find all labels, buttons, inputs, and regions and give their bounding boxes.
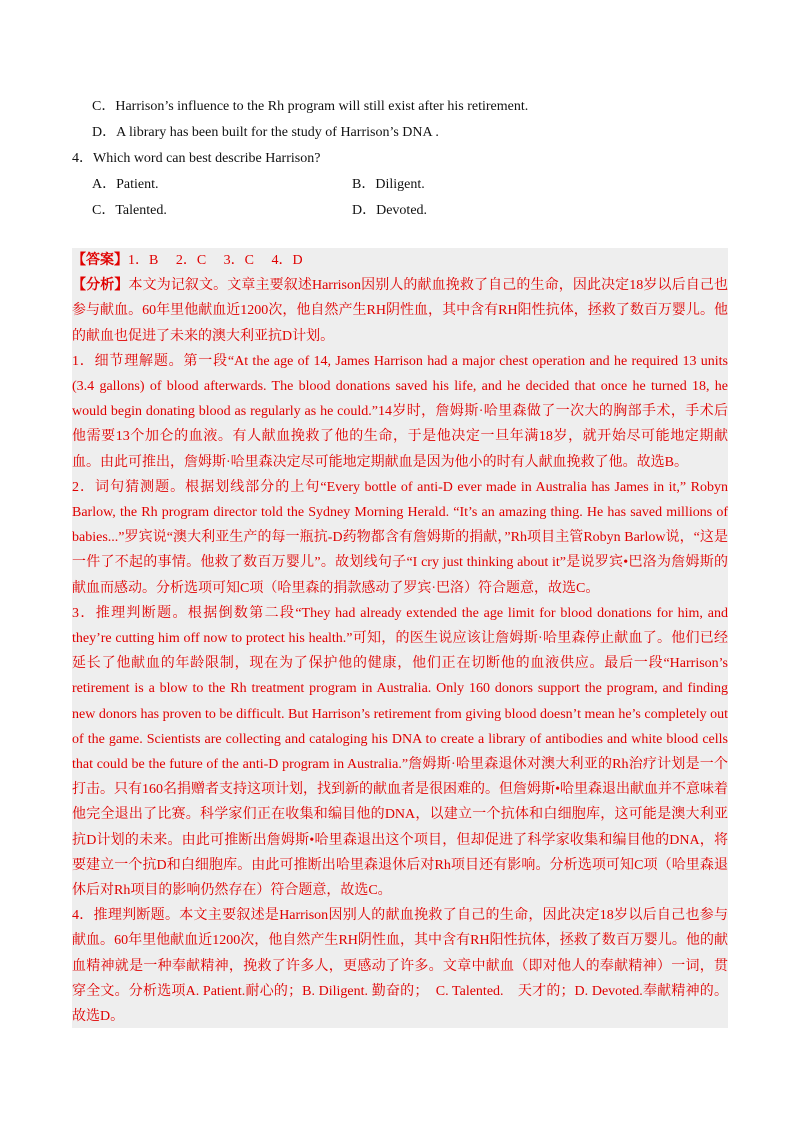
- q4-options-row-1: [72, 172, 732, 198]
- explanation-item-4: 4．推理判断题。本文主要叙述是Harrison因别人的献血挽救了自己的生命，因此决定18岁以后自己也参与献血。60年里他献血近1200次，他自然产生RH阴性血，其中含有RH阳性抗体，拯救了数百万婴儿。他的献血精神就是一种奉献精神，挽救了许多人，更感动了许多。文章中献血（即对他人的奉献精神）一词，贯穿全文。分析选项A. Patient.耐心的；B. Diligent. 勤奋的； C. Talented. 天才的；D. Devoted.奉献精神的。故选D。: [72, 908, 728, 1025]
- q4-option-a: A．Patient.: [92, 177, 159, 192]
- analysis-label: 【分析】: [72, 278, 129, 294]
- q4-option-b: B．Diligent.: [352, 177, 425, 192]
- q4-stem: 4．Which word can best describe Harrison?: [72, 151, 321, 166]
- q4-option-d: D．Devoted.: [352, 203, 428, 218]
- q3-option-d: D．A library has been built for the study of Harrison’s DNA .: [92, 125, 439, 140]
- analysis-paragraph: [72, 273, 728, 349]
- explanation-item-1: 1．细节理解题。第一段“At the age of 14, James Harrison had a major chest operation and he required 13 units (3.4 gallons) of blood afterwards. The blood donations saved his life, and he decided that once he turned 18, he would begin donating blood as regularly as he could.”14岁时，詹姆斯·哈里森做了一次大的胸部手术，手术后他需要13个加仑的血液。有人献血挽救了他的生命，于是他决定一旦年满18岁，就开始尽可能地定期献血。由此可推出，詹姆斯·哈里森决定尽可能地定期献血是因为他小的时有人献血挽救了他。故选B。: [72, 353, 728, 470]
- answer-label: 【答案】: [72, 253, 128, 268]
- explanation-item-3: 3．推理判断题。根据倒数第二段“They had already extended the age limit for blood donations for him, and they’re cutting him off now to protect his health.”可知，的医生说应该让詹姆斯·哈里森停止献血了。他们已经延长了他献血的年龄限制，现在为了保护他的健康，他们正在切断他的血液供应。最后一段“Harrison’s retirement is a blow to the Rh treatment program in Australia. Only 160 donors support the program, and finding new donors has proven to be difficult. But Harrison’s retirement from giving blood doesn’t mean he’s completely out of the game. Scientists are collecting and cataloging his DNA to create a library of antibodies and white blood cells that could be the future of the anti-D program in Australia.”詹姆斯·哈里森退休对澳大利亚的Rh治疗计划是一个打击。只有160名捐赠者支持这项计划，找到新的献血者是很困难的。但詹姆斯•哈里森退出献血并不意味着他完全退出了比赛。科学家们正在收集和编目他的DNA，以建立一个抗体和白细胞库，这可能是澳大利亚抗D计划的未来。由此可推断出詹姆斯•哈里森退出这个项目，但却促进了科学家收集和编目他的DNA，将要建立一个抗D和白细胞库。由此可推断出哈里森退休后对Rh项目还有影响。分析选项可知C项（哈里森退休后对Rh项目的影响仍然存在）符合题意，故选C。: [72, 605, 728, 899]
- q4-option-c: C．Talented.: [92, 203, 167, 218]
- answer-line: [72, 248, 728, 273]
- q3-option-c: C．Harrison’s influence to the Rh program will still exist after his retirement.: [92, 99, 529, 114]
- answer-section: [72, 248, 728, 1028]
- question-block: [72, 94, 732, 224]
- answer-values: 1．B 2．C 3．C 4．D: [128, 253, 303, 268]
- q4-options-row-2: [72, 198, 732, 224]
- explanation-item-2: 2．词句猜测题。根据划线部分的上句“Every bottle of anti-D ever made in Australia has James in it,” Robyn Barlow, the Rh program director told the Sydney Morning Herald. “It’s an amazing thing. He has saved millions of babies...”罗宾说“澳大利亚生产的每一瓶抗-D药物都含有詹姆斯的捐献，”Rh项目主管Robyn Barlow说，“这是一件了不起的事情。他救了数百万婴儿”。故划线句子“I cry just thinking about it”是说罗宾•巴洛为詹姆斯的献血而感动。分析选项可知C项（哈里森的捐款感动了罗宾·巴洛）符合题意，故选C。: [72, 479, 728, 596]
- analysis-text: 本文为记叙文。文章主要叙述Harrison因别人的献血挽救了自己的生命，因此决定18岁以后自己也参与献血。60年里他献血近1200次，他自然产生RH阴性血，其中含有RH阳性抗体，拯救了数百万婴儿。他的献血也促进了未来的澳大利亚抗D计划。: [72, 278, 729, 344]
